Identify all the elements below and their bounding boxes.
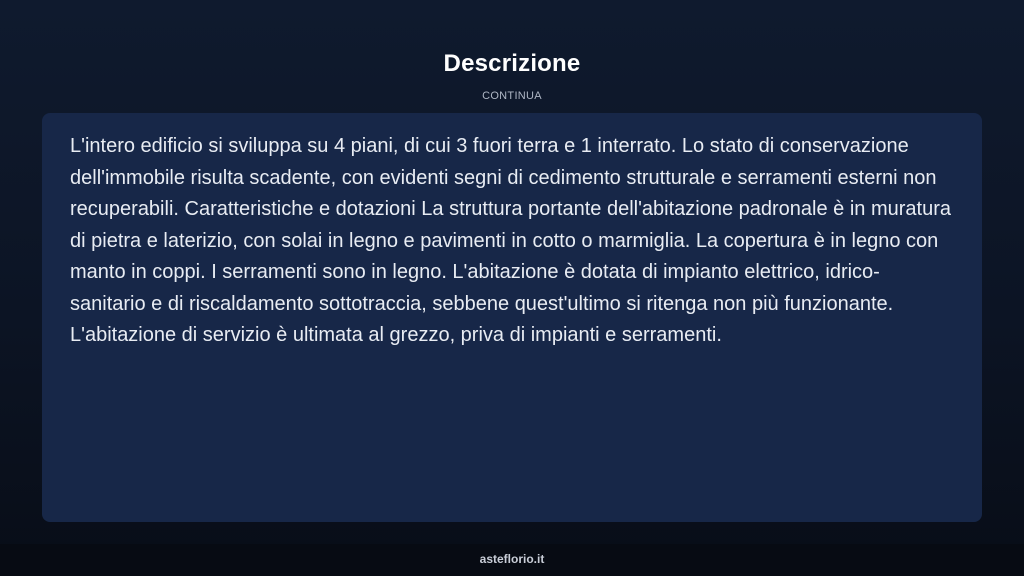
description-text: L'intero edificio si sviluppa su 4 piani, di cui 3 fuori terra e 1 interrato. Lo stato di conservazione dell'immobile risulta scadente, con evidenti segni di cedimento strutturale e serramenti esterni non recuperabili. Caratteristiche e dotazioni La struttura portante dell'abitazione padronale è in muratura di pietra e laterizio, con solai in legno e pavimenti in cotto o marmiglia. La copertura è in legno con manto in coppi. I serramenti sono in legno. L'abitazione è dotata di impianto elettrico, idrico-sanitario e di riscaldamento sottotraccia, sebbene quest'ultimo si ritenga non più funzionante. L'abitazione di servizio è ultimata al grezzo, priva di impianti e serramenti.	[70, 135, 951, 346]
footer	[0, 544, 1024, 576]
continue-label: CONTINUA	[482, 90, 542, 102]
footer-brand: asteflorio.it	[479, 552, 545, 566]
description-card	[42, 113, 982, 522]
page-title: Descrizione	[443, 50, 581, 77]
